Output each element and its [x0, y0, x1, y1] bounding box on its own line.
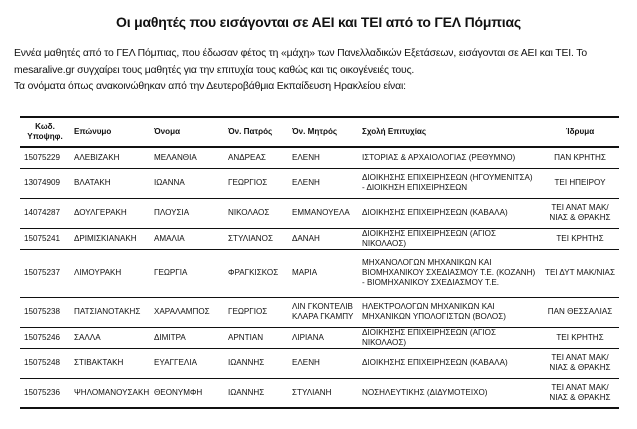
table-row — [20, 327, 619, 348]
header-mother-name: Όν. Μητρός — [292, 127, 338, 136]
cell-institution: ΤΕΙ ΑΝΑΤ ΜΑΚ/ ΝΙΑΣ & ΘΡΑΚΗΣ — [549, 203, 611, 222]
cell-school: ΔΙΟΙΚΗΣΗΣ ΕΠΙΧΕΙΡΗΣΕΩΝ (ΗΓΟΥΜΕΝΙΤΣΑ) - ΔΙΟΙΚΗΣΗ ΕΠΙΧΕΙΡΗΣΕΩΝ — [362, 173, 533, 192]
cell-code: 15075246 — [24, 332, 61, 342]
header-first-name: Όνομα — [154, 127, 181, 136]
cell-father-name: ΙΩΑΝΝΗΣ — [228, 358, 265, 367]
cell-code: 15075229 — [24, 152, 61, 162]
cell-first-name: ΓΕΩΡΓΙΑ — [154, 268, 188, 277]
cell-first-name: ΠΛΟΥΣΙΑ — [154, 208, 190, 217]
cell-school: ΔΙΟΙΚΗΣΗΣ ΕΠΙΧΕΙΡΗΣΕΩΝ (ΑΓΙΟΣ ΝΙΚΟΛΑΟΣ) — [362, 327, 496, 347]
cell-mother-name: ΜΑΡΙΑ — [292, 268, 318, 277]
table-row — [20, 168, 619, 198]
cell-first-name: ΕΥΑΓΓΕΛΙΑ — [154, 358, 197, 367]
header-surname: Επώνυμο — [74, 127, 112, 136]
cell-institution: ΤΕΙ ΑΝΑΤ ΜΑΚ/ ΝΙΑΣ & ΘΡΑΚΗΣ — [549, 353, 611, 372]
cell-school: ΙΣΤΟΡΙΑΣ & ΑΡΧΑΙΟΛΟΓΙΑΣ (ΡΕΘΥΜΝΟ) — [362, 152, 516, 162]
intro-line: mesaralive.gr συγχαίρει τους μαθητές για την επιτυχία τους καθώς και τις οικογένειές τους. — [14, 64, 415, 76]
table-row — [20, 348, 619, 378]
cell-surname: ΑΛΕΒΙΖΑΚΗ — [74, 152, 120, 162]
cell-surname: ΣΑΛΛΑ — [74, 332, 101, 342]
cell-school: ΔΙΟΙΚΗΣΗΣ ΕΠΙΧΕΙΡΗΣΕΩΝ (ΚΑΒΑΛΑ) — [362, 208, 508, 217]
cell-mother-name: ΛΙΡΙΑΝΑ — [292, 332, 324, 342]
cell-father-name: ΓΕΩΡΓΙΟΣ — [228, 307, 268, 316]
table-row — [20, 297, 619, 327]
cell-surname: ΛΙΜΟΥΡΑΚΗ — [74, 268, 122, 277]
cell-surname: ΔΡΙΜΙΣΚΙΑΝΑΚΗ — [74, 233, 137, 243]
cell-first-name: ΜΕΛΑΝΘΙΑ — [154, 152, 197, 162]
cell-first-name: ΑΜΑΛΙΑ — [154, 233, 185, 243]
cell-school: ΔΙΟΙΚΗΣΗΣ ΕΠΙΧΕΙΡΗΣΕΩΝ (ΚΑΒΑΛΑ) — [362, 358, 508, 367]
table-row — [20, 378, 619, 408]
cell-institution: ΤΕΙ ΚΡΗΤΗΣ — [556, 332, 604, 342]
cell-father-name: ΙΩΑΝΝΗΣ — [228, 387, 265, 397]
cell-father-name: ΑΝΔΡΕΑΣ — [228, 152, 266, 162]
students-table — [20, 116, 619, 409]
cell-code: 15075238 — [24, 307, 61, 316]
cell-mother-name: ΕΛΕΝΗ — [292, 152, 320, 162]
table-row — [20, 147, 619, 168]
intro-paragraph — [14, 46, 626, 96]
cell-surname: ΔΟΥΛΓΕΡΑΚΗ — [74, 208, 127, 217]
cell-institution: ΤΕΙ ΚΡΗΤΗΣ — [556, 233, 604, 243]
table-row — [20, 228, 619, 249]
cell-code: 15075237 — [24, 268, 61, 277]
intro-line: Εννέα μαθητές από το ΓΕΛ Πόμπιας, που έδωσαν φέτος τη «μάχη» των Πανελλαδικών Εξετάσεων, εισάγονται σε ΑΕΙ και ΤΕΙ. Το — [14, 48, 587, 59]
cell-school: ΔΙΟΙΚΗΣΗΣ ΕΠΙΧΕΙΡΗΣΕΩΝ (ΑΓΙΟΣ ΝΙΚΟΛΑΟΣ) — [362, 228, 496, 248]
table-row — [20, 249, 619, 297]
cell-mother-name: ΣΤΥΛΙΑΝΗ — [292, 387, 332, 397]
cell-mother-name: ΕΜΜΑΝΟΥΕΛΑ — [292, 208, 350, 217]
article-title: Οι μαθητές που εισάγονται σε ΑΕΙ και ΤΕΙ από το ΓΕΛ Πόμπιας — [116, 14, 521, 30]
cell-school: ΗΛΕΚΤΡΟΛΟΓΩΝ ΜΗΧΑΝΙΚΩΝ ΚΑΙ ΜΗΧΑΝΙΚΩΝ ΥΠΟΛΟΓΙΣΤΩΝ (ΒΟΛΟΣ) — [362, 302, 506, 321]
cell-institution: ΤΕΙ ΔΥΤ ΜΑΚ/ΝΙΑΣ — [545, 268, 615, 277]
cell-code: 15075248 — [24, 358, 61, 367]
header-father-name: Όν. Πατρός — [228, 127, 273, 136]
cell-first-name: ΔΙΜΙΤΡΑ — [154, 332, 186, 342]
cell-father-name: ΑΡΝΤΙΑΝ — [228, 332, 264, 342]
cell-code: 15075241 — [24, 233, 61, 243]
cell-surname: ΣΤΙΒΑΚΤΑΚΗ — [74, 358, 124, 367]
cell-surname: ΒΛΑΤΑΚΗ — [74, 178, 111, 187]
cell-father-name: ΓΕΩΡΓΙΟΣ — [228, 178, 268, 187]
table-header-row — [20, 117, 619, 147]
cell-mother-name: ΛΙΝ ΓΚΟΝΤΕΛΙΒ ΚΛΑΡΑ ΓΚΑΜΠΥ — [292, 302, 354, 321]
cell-school: ΝΟΣΗΛΕΥΤΙΚΗΣ (ΔΙΔΥΜΟΤΕΙΧΟ) — [362, 387, 488, 397]
table-row — [20, 198, 619, 228]
cell-mother-name: ΕΛΕΝΗ — [292, 178, 320, 187]
cell-code: 14074287 — [24, 208, 61, 217]
cell-father-name: ΦΡΑΓΚΙΣΚΟΣ — [228, 268, 279, 277]
cell-first-name: ΙΩΑΝΝΑ — [154, 178, 185, 187]
cell-father-name: ΣΤΥΛΙΑΝΟΣ — [228, 233, 273, 243]
cell-mother-name: ΕΛΕΝΗ — [292, 358, 320, 367]
cell-father-name: ΝΙΚΟΛΑΟΣ — [228, 208, 270, 217]
header-school: Σχολή Επιτυχίας — [362, 127, 427, 136]
cell-mother-name: ΔΑΝΑΗ — [292, 233, 320, 243]
cell-code: 13074909 — [24, 178, 61, 187]
cell-institution: ΠΑΝ ΘΕΣΣΑΛΙΑΣ — [547, 307, 613, 316]
cell-institution: ΤΕΙ ΑΝΑΤ ΜΑΚ/ ΝΙΑΣ & ΘΡΑΚΗΣ — [549, 382, 611, 402]
intro-line: Τα ονόματα όπως ανακοινώθηκαν από την Δευτεροβάθμια Εκπαίδευση Ηρακλείου είναι: — [14, 81, 406, 92]
cell-first-name: ΘΕΟΝΥΜΦΗ — [154, 387, 203, 397]
cell-first-name: ΧΑΡΑΛΑΜΠΟΣ — [154, 307, 210, 316]
header-candidate-code: Κωδ. Υποψηφ. — [27, 122, 63, 141]
cell-institution: ΠΑΝ ΚΡΗΤΗΣ — [554, 152, 606, 162]
cell-institution: ΤΕΙ ΗΠΕΙΡΟΥ — [554, 178, 606, 187]
cell-code: 15075236 — [24, 387, 61, 397]
cell-surname: ΠΑΤΣΙΑΝΟΤΑΚΗΣ — [74, 307, 141, 316]
cell-school: ΜΗΧΑΝΟΛΟΓΩΝ ΜΗΧΑΝΙΚΩΝ ΚΑΙ ΒΙΟΜΗΧΑΝΙΚΟΥ ΣΧΕΔΙΑΣΜΟΥ Τ.Ε. (ΚΟΖΑΝΗ) - ΒΙΟΜΗΧΑΝΙΚΟΥ ΣΧΕΔΙΑΣΜΟΥ Τ.Ε. — [362, 258, 536, 287]
header-institution: Ίδρυμα — [565, 127, 595, 136]
cell-surname: ΨΗΛΟΜΑΝΟΥΣΑΚΗ — [74, 387, 150, 397]
